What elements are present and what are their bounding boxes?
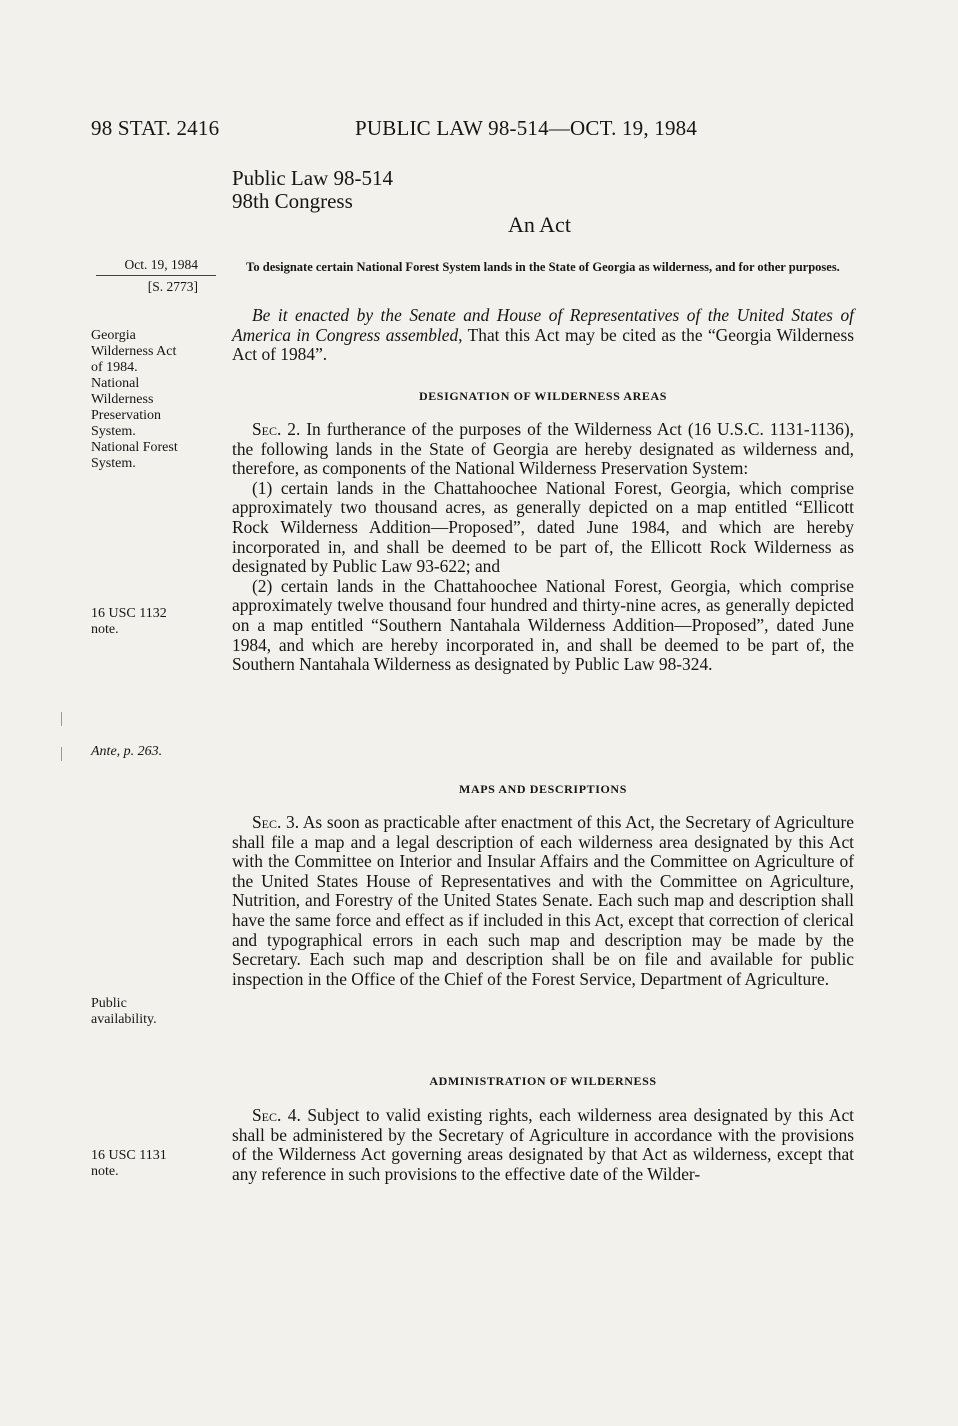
section-4	[232, 1106, 854, 1184]
section-2-item-2: (2) certain lands in the Chattahoochee National Forest, Georgia, which comprise approximately twelve thousand four hundred and thirty-nine acres, as generally depicted on a map entitled “Southern Nantahala Wilderness Addition—Proposed”, dated June 1984, and which are hereby incorporated in, and shall be deemed to be part of, the Southern Nantahala Wilderness as designated by Public Law 98-324.	[232, 575, 854, 675]
section-3-text: As soon as practicable after enactment of this Act, the Secretary of Agriculture shall file a map and a legal description of each wilderness area designated by this Act with the Committee on Interior and Insular Affairs and the Committee on Agriculture of the United States House of Representatives and with the Committee on Agriculture, Nutrition, and Forestry of the United States Senate. Each such map and description shall have the same force and effect as if included in this Act, except that correction of clerical and typographical errors in each such map and description may be made by the Secretary. Each such map and description shall be on file and available for public inspection in the Office of the Chief of the Forest Service, Department of Agriculture.	[232, 812, 855, 989]
section-4-label: Sec. 4.	[252, 1105, 301, 1125]
senate-bill-number: [S. 2773]	[147, 279, 198, 294]
an-act-heading: An Act	[508, 212, 571, 237]
enacting-clause-italic: Be it enacted by the Senate and House of Representatives of the United States of America in Congress assembled,	[232, 305, 854, 345]
short-title-sentence: That this Act may be cited as the “Georgia Wilderness Act of 1984”.	[232, 324, 854, 365]
section-2-item-1: (1) certain lands in the Chattahoochee National Forest, Georgia, which comprise approximately two thousand acres, as generally depicted on a map entitled “Ellicott Rock Wilderness Addition—Proposed”, dated June 1984, and which are hereby incorporated in, and shall be deemed to be part of, the Ellicott Rock Wilderness as designated by Public Law 93-622; and	[232, 477, 854, 577]
margin-note-public-availability: Public availability.	[91, 996, 157, 1027]
margin-rule-mark	[61, 747, 62, 761]
section-2-text: In furtherance of the purposes of the Wilderness Act (16 U.S.C. 1131-1136), the following lands in the State of Georgia are hereby designated as wilderness and, therefore, as components of the National Wilderness Preservation System:	[232, 419, 854, 479]
running-title: PUBLIC LAW 98-514—OCT. 19, 1984	[355, 116, 698, 140]
approval-date: Oct. 19, 1984	[96, 257, 216, 276]
section-2-label: Sec. 2.	[252, 419, 301, 439]
section-4-text: Subject to valid existing rights, each wilderness area designated by this Act shall be administered by the Secretary of Agriculture in accordance with the provisions of the Wilderness Act governing areas designated by that Act as wilderness, except that any reference in such provisions to the effective date of the Wilder-	[232, 1105, 854, 1184]
heading-designation: DESIGNATION OF WILDERNESS AREAS	[418, 389, 668, 403]
approval-date-block	[96, 257, 216, 295]
stat-page-number: 98 STAT. 2416	[91, 116, 220, 140]
margin-note-ante: Ante, p. 263.	[91, 744, 163, 759]
public-law-number: Public Law 98-514	[232, 166, 393, 190]
section-3	[232, 813, 854, 989]
margin-note-short-title: Georgia Wilderness Act of 1984. National Wilderness Preservation System. National Forest System.	[91, 328, 178, 471]
section-3-label: Sec. 3.	[252, 812, 300, 832]
margin-note-usc-1131: 16 USC 1131 note.	[91, 1148, 167, 1179]
heading-maps: MAPS AND DESCRIPTIONS	[459, 782, 627, 796]
act-purpose: To designate certain National Forest System lands in the State of Georgia as wilderness, and for other purposes.	[246, 260, 840, 274]
section-2	[232, 420, 854, 675]
heading-administration: ADMINISTRATION OF WILDERNESS	[429, 1074, 657, 1088]
congress-label: 98th Congress	[232, 189, 353, 213]
enacting-clause	[232, 306, 854, 365]
margin-note-usc-1132: 16 USC 1132 note.	[91, 606, 167, 637]
margin-rule-mark	[61, 712, 62, 726]
